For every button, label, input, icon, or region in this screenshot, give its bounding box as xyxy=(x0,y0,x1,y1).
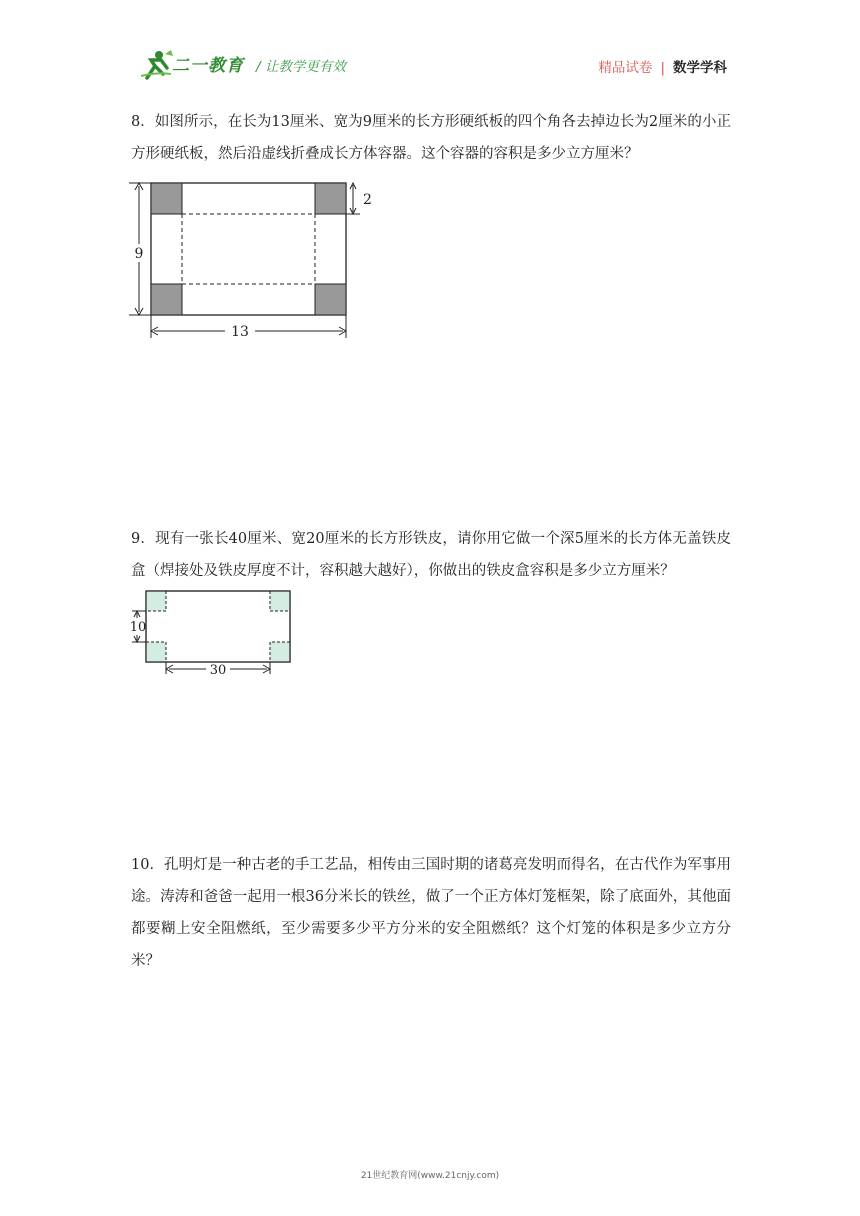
brand-slogan: / 让教学更有效 xyxy=(256,59,346,75)
question-9: 9．现有一张长40厘米、宽20厘米的长方形铁皮，请你用它做一个深5厘米的长方体无盖铁皮盒（焊接处及铁皮厚度不计，容积越大越好），你做出的铁皮盒容积是多少立方厘米？ xyxy=(131,531,731,579)
figure-9-tin-sheet xyxy=(128,588,298,680)
corner-square-top-left xyxy=(151,183,182,214)
brand-name: 二一教育 xyxy=(172,56,244,76)
header-tag: 精品试卷 xyxy=(598,60,653,76)
header-right xyxy=(598,56,727,76)
width-label-10: 10 xyxy=(129,620,147,635)
fold-lines xyxy=(182,214,315,284)
width-label: 9 xyxy=(134,246,144,262)
corner-top-left xyxy=(146,591,166,611)
sheet-outline xyxy=(146,591,290,662)
corner-dimension xyxy=(346,183,360,214)
page-header xyxy=(0,0,860,90)
corner-square-top-right xyxy=(315,183,346,214)
length-label-30: 30 xyxy=(209,663,227,678)
length-label: 13 xyxy=(231,324,249,340)
question-10: 10．孔明灯是一种古老的手工艺品，相传由三国时期的诸葛亮发明而得名，在古代作为军事用途。涛涛和爸爸一起用一根36分米长的铁丝，做了一个正方体灯笼框架，除了底面外，其他面都要糊上安全阻燃纸，至少需要多少平方分米的安全阻燃纸？这个灯笼的体积是多少立方分米？ xyxy=(131,857,731,969)
question-8: 8．如图所示，在长为13厘米、宽为9厘米的长方形硬纸板的四个角各去掉边长为2厘米的小正方形硬纸板，然后沿虚线折叠成长方体容器。这个容器的容积是多少立方厘米？ xyxy=(131,114,731,162)
header-subject: 数学学科 xyxy=(673,60,727,76)
page-footer: 21世纪教育网(www.21cnjy.com) xyxy=(360,1171,500,1181)
cut-lines xyxy=(146,591,290,662)
figure-8-cardboard xyxy=(125,178,375,343)
corner-label: 2 xyxy=(363,192,372,208)
corner-square-bottom-left xyxy=(151,284,182,315)
corner-top-right xyxy=(270,591,290,611)
header-separator: | xyxy=(660,60,665,76)
corner-bottom-left xyxy=(146,642,166,662)
corner-bottom-right xyxy=(270,642,290,662)
corner-square-bottom-right xyxy=(315,284,346,315)
